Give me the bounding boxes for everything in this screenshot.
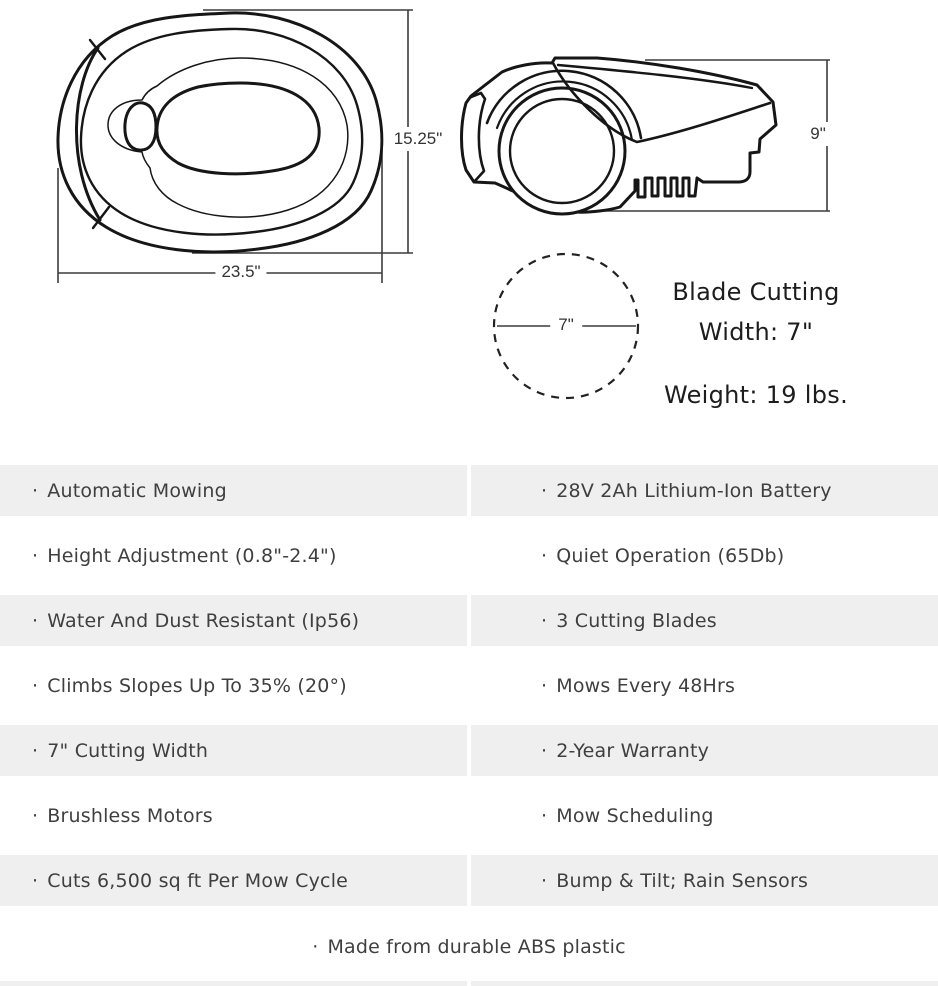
bullet: ·	[32, 609, 39, 632]
stripe-fragment	[471, 981, 938, 986]
feature-item	[471, 660, 938, 711]
feature-item	[471, 530, 938, 581]
feature-label: Water And Dust Resistant (Ip56)	[47, 609, 360, 632]
footer-note	[0, 913, 938, 981]
feature-item	[471, 725, 938, 776]
feature-label: 2-Year Warranty	[556, 739, 710, 762]
footer-note-label: Made from durable ABS plastic	[327, 936, 626, 958]
weight-caption: Weight: 19 lbs.	[663, 381, 849, 409]
feature-label: 7" Cutting Width	[47, 739, 209, 762]
feature-label: Mow Scheduling	[556, 804, 714, 827]
product-diagrams-section	[0, 0, 938, 458]
bullet: ·	[541, 804, 548, 827]
bullet: ·	[32, 869, 39, 892]
feature-label: Cuts 6,500 sq ft Per Mow Cycle	[47, 869, 349, 892]
bullet: ·	[541, 609, 548, 632]
bullet: ·	[541, 739, 548, 762]
bullet: ·	[32, 544, 39, 567]
feature-item	[471, 790, 938, 841]
bullet: ·	[32, 804, 39, 827]
blade-spec-text-block	[652, 272, 860, 415]
bullet: ·	[32, 479, 39, 502]
bullet: ·	[32, 674, 39, 697]
feature-item	[0, 855, 467, 906]
feature-label: Brushless Motors	[47, 804, 213, 827]
feature-label: 28V 2Ah Lithium-Ion Battery	[556, 479, 832, 502]
feature-item	[0, 465, 467, 516]
side-view-drawing	[462, 58, 777, 214]
feature-item	[0, 660, 467, 711]
feature-label: Mows Every 48Hrs	[556, 674, 736, 697]
next-row-stripe-partial	[0, 981, 938, 986]
feature-label: Bump & Tilt; Rain Sensors	[556, 869, 809, 892]
feature-item	[0, 595, 467, 646]
feature-item	[471, 595, 938, 646]
blade-diameter-dimension-label: 7"	[550, 313, 582, 337]
feature-label: Quiet Operation (65Db)	[556, 544, 785, 567]
feature-label: 3 Cutting Blades	[556, 609, 717, 632]
feature-label: Height Adjustment (0.8"-2.4")	[47, 544, 337, 567]
top-view-width-dimension-label: 23.5"	[215, 260, 266, 284]
feature-item	[0, 790, 467, 841]
feature-item	[471, 465, 938, 516]
feature-item	[471, 855, 938, 906]
features-right-column	[471, 458, 938, 913]
bullet: ·	[312, 936, 319, 958]
side-view-height-dimension-label: 9"	[804, 122, 832, 146]
bullet: ·	[541, 674, 548, 697]
bullet: ·	[541, 479, 548, 502]
feature-label: Automatic Mowing	[47, 479, 227, 502]
stripe-fragment	[0, 981, 467, 986]
top-view-drawing	[58, 13, 382, 252]
features-table	[0, 458, 938, 913]
features-left-column	[0, 458, 467, 913]
feature-item	[0, 725, 467, 776]
feature-label: Climbs Slopes Up To 35% (20°)	[47, 674, 347, 697]
bullet: ·	[541, 544, 548, 567]
bullet: ·	[541, 869, 548, 892]
top-view-height-dimension-label: 15.25"	[388, 127, 449, 151]
feature-item	[0, 530, 467, 581]
bullet: ·	[32, 739, 39, 762]
blade-cutting-width-caption: Blade Cutting Width: 7"	[672, 278, 840, 346]
